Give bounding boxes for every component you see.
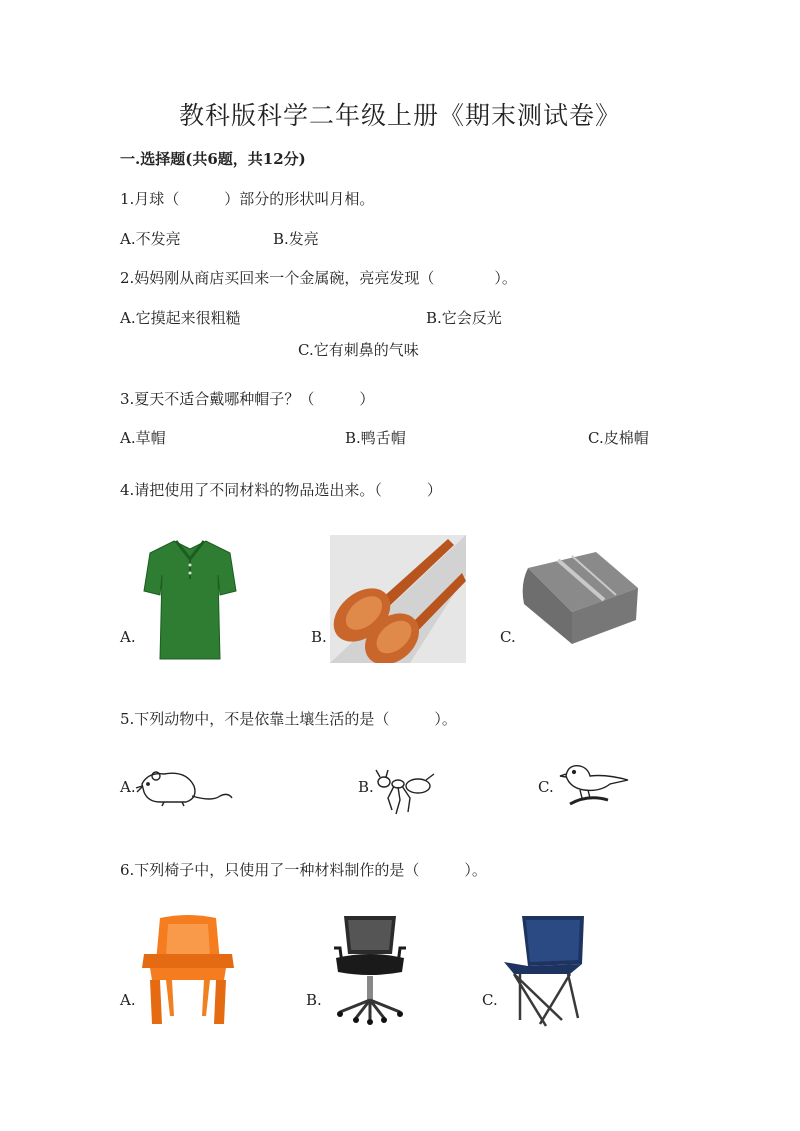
orange-plastic-chair-image [140,914,236,1026]
question-2-option-a: A.它摸起来很粗糙 [120,309,241,327]
section-heading: 一.选择题(共6题，共12分) [120,150,306,168]
question-6-stem: 6.下列椅子中，只使用了一种材料制作的是（ ）。 [120,861,487,879]
question-3-option-c: C.皮棉帽 [588,429,649,447]
question-5-option-c: C. [538,778,554,796]
question-2-option-c: C.它有刺鼻的气味 [298,341,419,359]
question-6-option-a: A. [120,991,136,1009]
question-1-option-a: A.不发亮 [120,230,181,248]
folding-camp-chair-image [500,912,590,1028]
question-6-option-b: B. [306,991,322,1009]
question-2-stem: 2.妈妈刚从商店买回来一个金属碗，亮亮发现（ ）。 [120,269,517,287]
folded-gray-towel-image [518,548,642,658]
mouse-sketch-image [134,762,234,810]
question-1-stem: 1.月球（ ）部分的形状叫月相。 [120,190,375,208]
office-swivel-chair-image [330,914,410,1026]
question-5-option-a: A. [120,778,136,796]
question-3-stem: 3.夏天不适合戴哪种帽子？（ ） [120,390,375,408]
green-polo-shirt-image [140,535,240,663]
bird-sketch-image [556,760,632,812]
question-1-option-b: B.发亮 [273,230,319,248]
question-6-option-c: C. [482,991,498,1009]
question-4-option-b: B. [311,628,327,646]
question-4-option-c: C. [500,628,516,646]
question-3-option-a: A.草帽 [120,429,166,447]
ant-sketch-image [374,768,438,818]
question-4-stem: 4.请把使用了不同材料的物品选出来。（ ） [120,481,442,499]
question-2-option-b: B.它会反光 [426,309,502,327]
question-5-stem: 5.下列动物中，不是依靠土壤生活的是（ ）。 [120,710,457,728]
wooden-spoons-image [330,535,466,663]
question-3-option-b: B.鸭舌帽 [345,429,406,447]
page-title: 教科版科学二年级上册《期末测试卷》 [178,101,621,130]
question-4-option-a: A. [120,628,136,646]
question-5-option-b: B. [358,778,374,796]
